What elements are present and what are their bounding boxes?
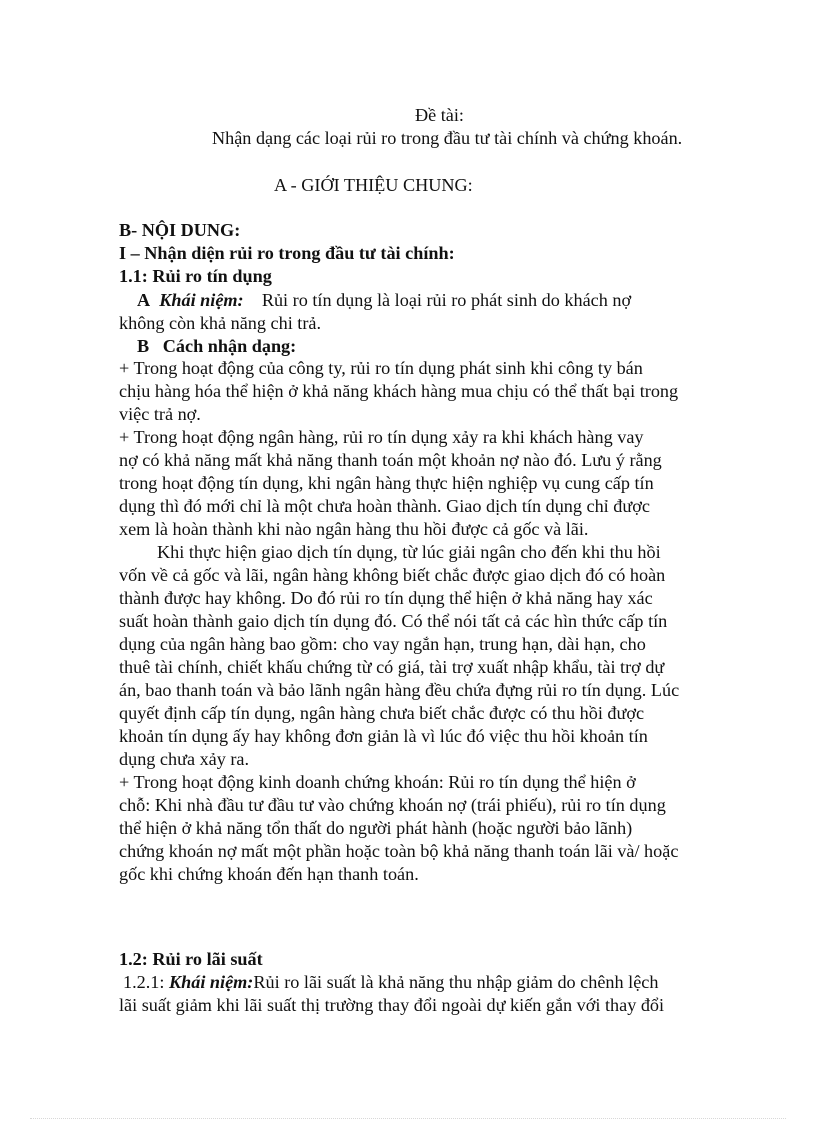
section-a-heading: A - GIỚI THIỆU CHUNG: [274, 175, 473, 195]
paragraph-line: thuê tài chính, chiết khấu chứng từ có giá, tài trợ xuất nhập khẩu, tài trợ dự [119, 657, 665, 677]
paragraph-line: chịu hàng hóa thể hiện ở khả năng khách hàng mua chịu có thể thất bại trong [119, 381, 679, 401]
paragraph-line: việc trả nợ. [119, 404, 201, 424]
paragraph-line: thể hiện ở khả năng tổn thất do người phát hành (hoặc người bảo lãnh) [119, 818, 633, 838]
credit-risk-heading: 1.1: Rủi ro tín dụng [119, 266, 272, 286]
identify-prefix: B [137, 336, 150, 356]
paragraph-line: chỗ: Khi nhà đầu tư đầu tư vào chứng khoán nợ (trái phiếu), rủi ro tín dụng [119, 795, 666, 815]
paragraph-line: + Trong hoạt động của công ty, rủi ro tín dụng phát sinh khi công ty bán [119, 358, 643, 378]
paragraph-line: dụng thì đó mới chỉ là một chưa hoàn thành. Giao dịch tín dụng chỉ được [119, 496, 650, 516]
paragraph-line: dụng chưa xảy ra. [119, 749, 250, 769]
paragraph-line: xem là hoàn thành khi nào ngân hàng thu hồi được cả gốc và lãi. [119, 519, 589, 539]
topic-label: Đề tài: [415, 105, 464, 125]
topic-title: Nhận dạng các loại rủi ro trong đầu tư tài chính và chứng khoán. [212, 128, 683, 148]
paragraph-line: vốn về cả gốc và lãi, ngân hàng không biết chắc được giao dịch đó có hoàn [119, 565, 666, 585]
concept-prefix: A [137, 290, 151, 310]
interest-risk-heading: 1.2: Rủi ro lãi suất [119, 949, 263, 969]
paragraph-line: + Trong hoạt động kinh doanh chứng khoán: Rủi ro tín dụng thể hiện ở [119, 772, 636, 792]
page-bottom-divider [30, 1118, 786, 1119]
paragraph-line: trong hoạt động tín dụng, khi ngân hàng thực hiện nghiệp vụ cung cấp tín [119, 473, 654, 493]
paragraph-line: quyết định cấp tín dụng, ngân hàng chưa biết chắc được có thu hồi được [119, 703, 645, 723]
paragraph-line: Khi thực hiện giao dịch tín dụng, từ lúc giải ngân cho đến khi thu hồi [157, 542, 661, 562]
concept-text-cont: không còn khả năng chi trả. [119, 313, 322, 333]
paragraph-line: thành được hay không. Do đó rủi ro tín dụng thể hiện ở khả năng hay xác [119, 588, 653, 608]
paragraph-line: gốc khi chứng khoán đến hạn thanh toán. [119, 864, 419, 884]
interest-concept-label: Khái niệm: [168, 972, 254, 992]
concept-line [137, 289, 631, 312]
paragraph-line: khoản tín dụng ấy hay không đơn giản là vì lúc đó việc thu hồi khoản tín [119, 726, 648, 746]
paragraph-line: + Trong hoạt động ngân hàng, rủi ro tín dụng xảy ra khi khách hàng vay [119, 427, 644, 447]
concept-text: Rủi ro tín dụng là loại rủi ro phát sinh do khách nợ [261, 290, 632, 310]
paragraph-line: suất hoàn thành gaio dịch tín dụng đó. Có thể nói tất cả các hìn thức cấp tín [119, 611, 668, 631]
paragraph-line: dụng của ngân hàng bao gồm: cho vay ngắn hạn, trung hạn, dài hạn, cho [119, 634, 646, 654]
section-b-heading: B- NỘI DUNG: [119, 220, 241, 240]
paragraph-line: chứng khoán nợ mất một phần hoặc toàn bộ khả năng thanh toán lãi và/ hoặc [119, 841, 679, 861]
identify-label: Cách nhận dạng: [162, 336, 297, 356]
interest-sub-number: 1.2.1: [123, 972, 165, 992]
paragraph-line: án, bao thanh toán và bảo lãnh ngân hàng đều chứa đựng rủi ro tín dụng. Lúc [119, 680, 680, 700]
interest-concept-text-cont: lãi suất giảm khi lãi suất thị trường thay đổi ngoài dự kiến gắn với thay đổi [119, 995, 665, 1015]
part1-heading: I – Nhận diện rủi ro trong đầu tư tài chính: [119, 243, 455, 263]
paragraph-line: nợ có khả năng mất khả năng thanh toán một khoản nợ nào đó. Lưu ý rằng [119, 450, 662, 470]
identify-line [137, 335, 296, 358]
concept-label: Khái niệm: [159, 290, 244, 310]
interest-concept-line [123, 971, 658, 994]
interest-concept-text: Rủi ro lãi suất là khả năng thu nhập giảm do chênh lệch [253, 972, 659, 992]
